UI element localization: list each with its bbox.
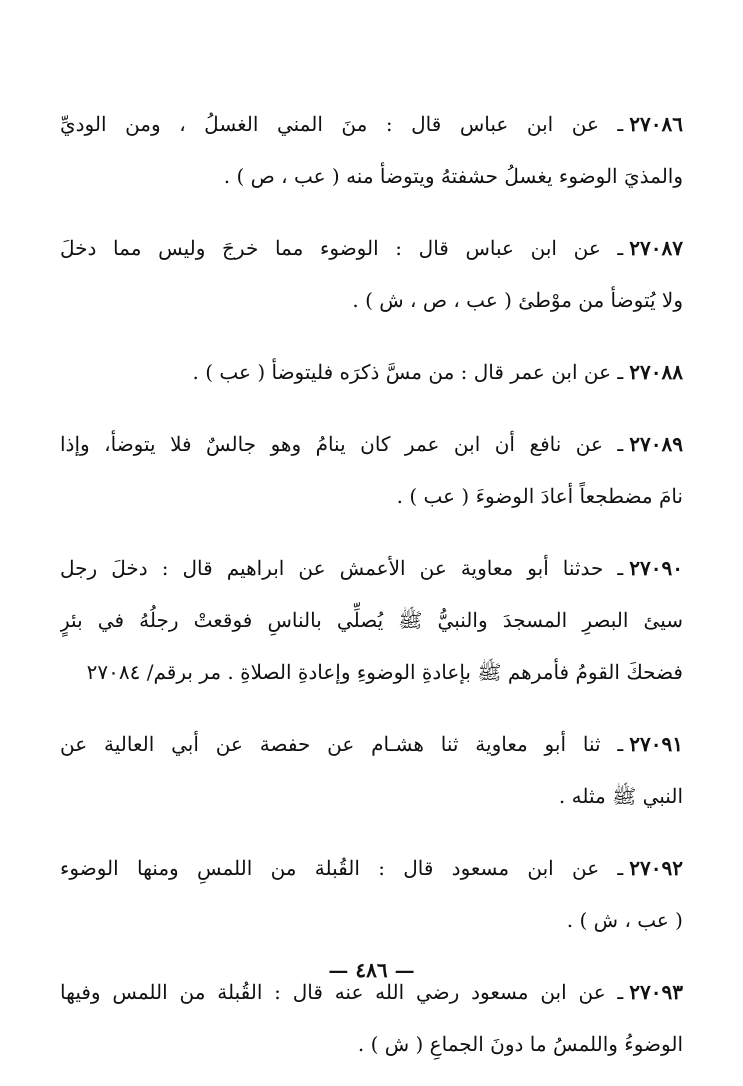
- hadith-entry: [60, 222, 683, 326]
- text-line: الوضوءُ واللمسُ ما دونَ الجماعِ ( ش ) .: [357, 1032, 683, 1056]
- text-line: ( عب ، ش ) .: [566, 908, 683, 932]
- hadith-entry: [60, 542, 683, 698]
- text-line: والمذيَ الوضوء يغسلُ حشفتهُ ويتوضأ منه ( عب ، ص ) .: [223, 164, 683, 188]
- hadith-entry: [60, 346, 683, 398]
- entry-number: ٢٧٠٨٨: [629, 360, 683, 384]
- entry-number: ٢٧٠٨٩: [629, 432, 683, 456]
- text-line: النبي ﷺ مثله .: [558, 784, 683, 808]
- hadith-entry: [60, 718, 683, 822]
- hadith-entry: [60, 418, 683, 522]
- entry-number: ٢٧٠٩٠: [629, 556, 683, 580]
- text-line: ولا يُتوضأ من موْطئ ( عب ، ص ، ش ) .: [352, 288, 683, 312]
- text-line: ٢٧٠٩٣ـ عن ابن مسعود رضي الله عنه قال : القُبلة من اللمس وفيها: [60, 980, 683, 1004]
- entry-number: ٢٧٠٩٢: [629, 856, 683, 880]
- hadith-entry: [60, 98, 683, 202]
- text-line: ٢٧٠٩٠ـ حدثنا أبو معاوية عن الأعمش عن ابراهيم قال : دخلَ رجل: [60, 556, 683, 580]
- text-line: ٢٧٠٩١ـ ثنا أبو معاوية ثنا هشـام عن حفصة عن أبي العالية عن: [60, 732, 683, 756]
- entry-number: ٢٧٠٩١: [629, 732, 683, 756]
- text-line: ٢٧٠٨٦ـ عن ابن عباس قال : منَ المني الغسلُ ، ومن الوديِّ: [60, 112, 683, 136]
- text-line: ٢٧٠٩٢ـ عن ابن مسعود قال : القُبلة من اللمسِ ومنها الوضوء: [60, 856, 683, 880]
- text-line: ٢٧٠٨٩ـ عن نافع أن ابن عمر كان ينامُ وهو جالسٌ فلا يتوضأ، وإذا: [60, 432, 683, 456]
- text-line: ٢٧٠٨٧ـ عن ابن عباس قال : الوضوء مما خرجَ وليس مما دخلَ: [60, 236, 683, 260]
- entry-number: ٢٧٠٨٧: [629, 236, 683, 260]
- page-number: — ٤٨٦ —: [328, 958, 415, 982]
- text-line: ٢٧٠٨٨ـ عن ابن عمر قال : من مسَّ ذكرَه فليتوضأ ( عب ) .: [192, 360, 683, 384]
- text-line: نامَ مضطجعاً أعادَ الوضوءَ ( عب ) .: [396, 484, 683, 508]
- hadith-entry: [60, 842, 683, 946]
- entry-number: ٢٧٠٩٣: [629, 980, 683, 1004]
- text-line: فضحكَ القومُ فأمرهم ﷺ بإعادةِ الوضوءِ وإعادةِ الصلاةِ . مر برقم/ ٢٧٠٨٤: [86, 660, 683, 684]
- entry-number: ٢٧٠٨٦: [629, 112, 683, 136]
- text-line: سيئ البصرِ المسجدَ والنبيُّ ﷺ يُصلِّي بالناسِ فوقعتْ رجلُهُ في بئرٍ: [60, 608, 683, 632]
